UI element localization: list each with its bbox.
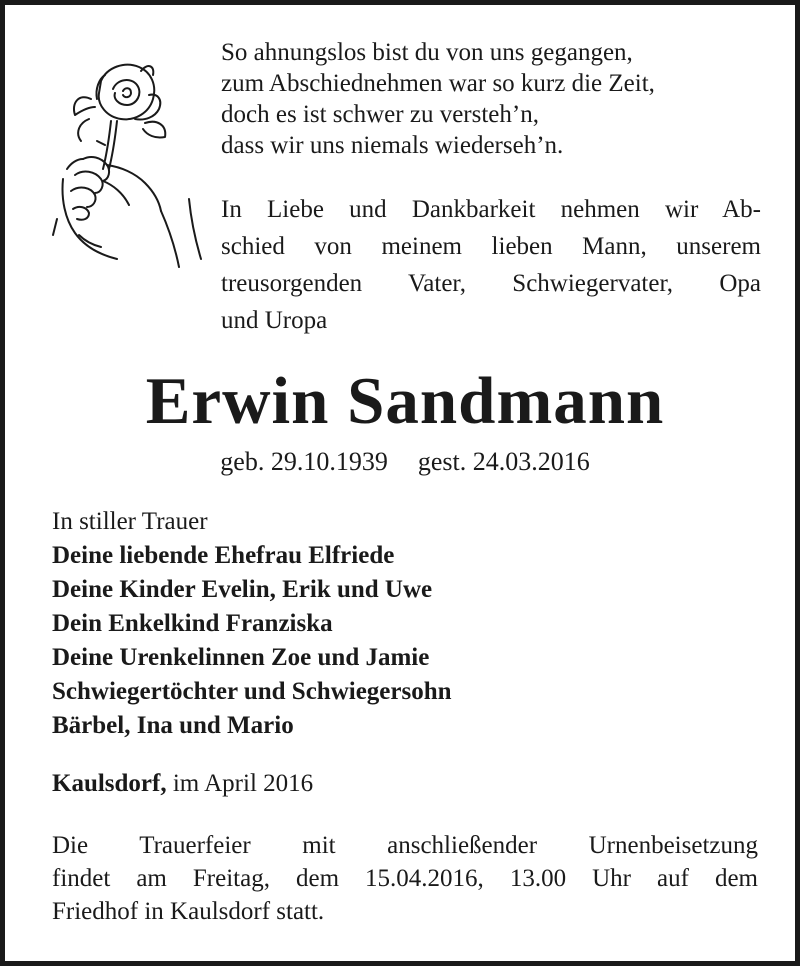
mourner-line: Deine Kinder Evelin, Erik und Uwe	[52, 576, 433, 603]
verse-line: doch es ist schwer zu versteh’n,	[221, 101, 539, 128]
deceased-name: Erwin Sandmann	[145, 364, 665, 438]
mourners-heading: In stiller Trauer	[52, 508, 208, 535]
mourner-line: Deine Urenkelinnen Zoe und Jamie	[52, 644, 430, 671]
mourners-list	[52, 505, 452, 743]
verse-line: zum Abschiednehmen war so kurz die Zeit,	[221, 70, 655, 97]
verse	[221, 37, 655, 161]
funeral-line: Die Trauerfeier mit anschließender Urnenbeisetzung	[52, 832, 758, 859]
intro-line: treusorgenden Vater, Schwiegervater, Opa	[221, 270, 761, 297]
funeral-info	[52, 829, 758, 928]
place-town: Kaulsdorf,	[52, 770, 167, 797]
intro-text	[221, 191, 761, 339]
intro-line: In Liebe und Dankbarkeit nehmen wir Ab-	[221, 196, 761, 223]
funeral-line: Friedhof in Kaulsdorf statt.	[52, 898, 325, 925]
place-and-date	[52, 767, 313, 801]
life-dates	[5, 446, 800, 478]
birth-date: geb. 29.10.1939	[220, 447, 388, 476]
place-date: im April 2016	[166, 770, 314, 797]
intro-line: schied von meinem lieben Mann, unserem	[221, 233, 761, 260]
mourner-line: Dein Enkelkind Franziska	[52, 610, 333, 637]
mourner-line: Schwiegertöchter und Schwiegersohn	[52, 678, 452, 705]
rose-in-hand-icon	[49, 49, 209, 281]
mourner-line: Bärbel, Ina und Mario	[52, 712, 294, 739]
intro-line: und Uropa	[221, 307, 328, 334]
verse-line: So ahnungslos bist du von uns gegangen,	[221, 39, 633, 66]
death-date: gest. 24.03.2016	[417, 447, 590, 476]
mourner-line: Deine liebende Ehefrau Elfriede	[52, 542, 395, 569]
verse-line: dass wir uns niemals wiederseh’n.	[221, 132, 564, 159]
funeral-line: findet am Freitag, dem 15.04.2016, 13.00 Uhr auf dem	[52, 865, 758, 892]
